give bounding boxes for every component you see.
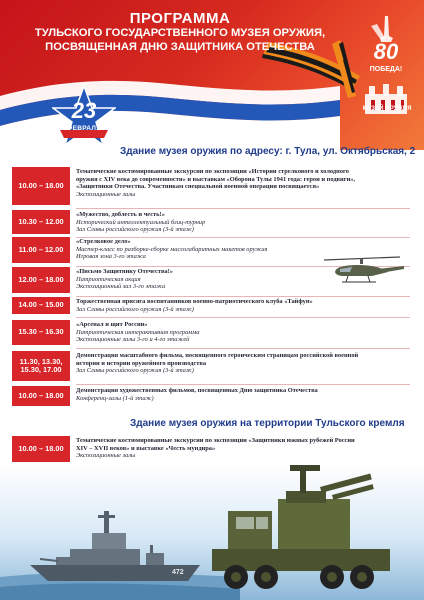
event-title-line: «Мужество, доблесть и честь!» (76, 211, 165, 218)
event-location-line: Экспозиционные залы (76, 191, 136, 199)
event-title-line: Тематические костюмированные экскурсии по экспозиции «Защитники южных рубежей России (76, 437, 355, 444)
event-title-line: «Арсенал и щит России» (76, 321, 148, 328)
event-location-line: Экспозиционные залы (76, 452, 136, 460)
event-location-line: Экспозиционные залы 3-го и 4-го этажей (76, 336, 190, 344)
event-description (76, 321, 408, 344)
anniversary-number: 80 (373, 39, 399, 64)
military-vehicles-graphic (0, 465, 424, 600)
event-time: 10.30 – 12.00 (12, 210, 70, 234)
event-title-line: Торжественная присяга воспитанников военно-патриотического клуба «Тайфун» (76, 298, 313, 305)
museum-caption: МУЗЕЙ ОРУЖИЯ (362, 106, 412, 112)
event-description (76, 168, 408, 199)
event-location-line: Зал Славы российского оружия (3-й этаж) (76, 226, 194, 234)
schedule-row (12, 436, 410, 462)
event-description (76, 352, 408, 375)
row-divider (76, 384, 410, 385)
event-location-line: Патриотическая акция (76, 275, 141, 283)
event-time: 12.00 – 18.00 (12, 267, 70, 293)
event-location-line: Исторический интеллектуальный блиц-турнир (76, 218, 206, 226)
event-location-line: Конференц-залы (1-й этаж) (76, 394, 154, 402)
helicopter-icon (318, 254, 406, 288)
event-time: 14.00 – 15.00 (12, 297, 70, 314)
event-title-line: Демонстрация масштабного фильма, посвященного героическим страницам российской военной (76, 352, 359, 359)
date-badge (52, 84, 116, 154)
event-location-line: Патриотическая интерактивная программа (76, 328, 200, 336)
event-location-line: Игровая зона 3-го этажа (76, 253, 146, 261)
title-line-3: ПОСВЯЩЕННАЯ ДНЮ ЗАЩИТНИКА ОТЕЧЕСТВА (45, 40, 315, 53)
event-title-line: Тематические костюмированные экскурсии по экспозиции «Истории стрелкового и холодного (76, 168, 349, 175)
row-divider (76, 317, 410, 318)
schedule-row (12, 167, 410, 205)
event-location-line: Мастер-класс по разборке-сборке массогабаритных макетов оружия (76, 245, 268, 253)
event-time: 11.00 – 12.00 (12, 237, 70, 263)
schedule-row (12, 386, 410, 406)
event-title-line: оружия с XIV века до современности» и выставкам «Оборона Тулы 1941 года: герои и подвиги», (76, 175, 356, 183)
row-divider (76, 348, 410, 349)
event-description (76, 211, 408, 234)
schedule-row (12, 210, 410, 234)
event-time: 10.00 – 18.00 (12, 167, 70, 205)
badge-month: ФЕВРАЛЯ (66, 125, 102, 132)
ship-number: 472 (172, 569, 184, 576)
event-description (76, 437, 408, 460)
event-time: 15.30 – 16.30 (12, 320, 70, 345)
event-title-line: «Письмо Защитнику Отечества!» (76, 268, 173, 275)
program-title (30, 10, 330, 54)
event-title-line: XIV – XVII веков» и выставке «Честь мундира» (76, 444, 216, 452)
event-location-line: Зал Славы российского оружия (3-й этаж) (76, 305, 194, 313)
event-location-line: Зал Славы российского оружия (3-й этаж) (76, 367, 194, 375)
badge-number: 23 (71, 98, 97, 123)
anniversary-text: ПОБЕДА! (369, 66, 403, 73)
event-description (76, 387, 408, 402)
event-location-line: Экспозиционный зал 3-го этажа (76, 283, 166, 291)
venue-title-kremlin: Здание музея оружия на территории Тульского кремля (130, 418, 405, 429)
schedule-row (12, 351, 410, 381)
event-time: 11.30, 13.30, 15.30, 17.00 (12, 351, 70, 381)
schedule-row (12, 320, 410, 345)
schedule-row (12, 297, 410, 314)
event-title-line: истории и истории оружейного производства (76, 359, 207, 367)
event-title-line: Демонстрация художественных фильмов, посвященных Дню защитника Отечества (76, 387, 318, 394)
title-line-2: ТУЛЬСКОГО ГОСУДАРСТВЕННОГО МУЗЕЯ ОРУЖИЯ, (34, 27, 326, 39)
event-time: 10.00 – 18.00 (12, 386, 70, 406)
event-title-line: «Стрелковое дело» (76, 238, 131, 245)
row-divider (76, 208, 410, 209)
event-description (76, 298, 408, 313)
title-line-1: ПРОГРАММА (129, 10, 231, 27)
event-title-line: «Защитники Отечества. Участникам специальной военной операции посвящается» (76, 183, 320, 191)
venue-title-main: Здание музея оружия по адресу: г. Тула, ул. Октябрьская, 2 (120, 146, 416, 157)
event-time: 10.00 – 18.00 (12, 436, 70, 462)
